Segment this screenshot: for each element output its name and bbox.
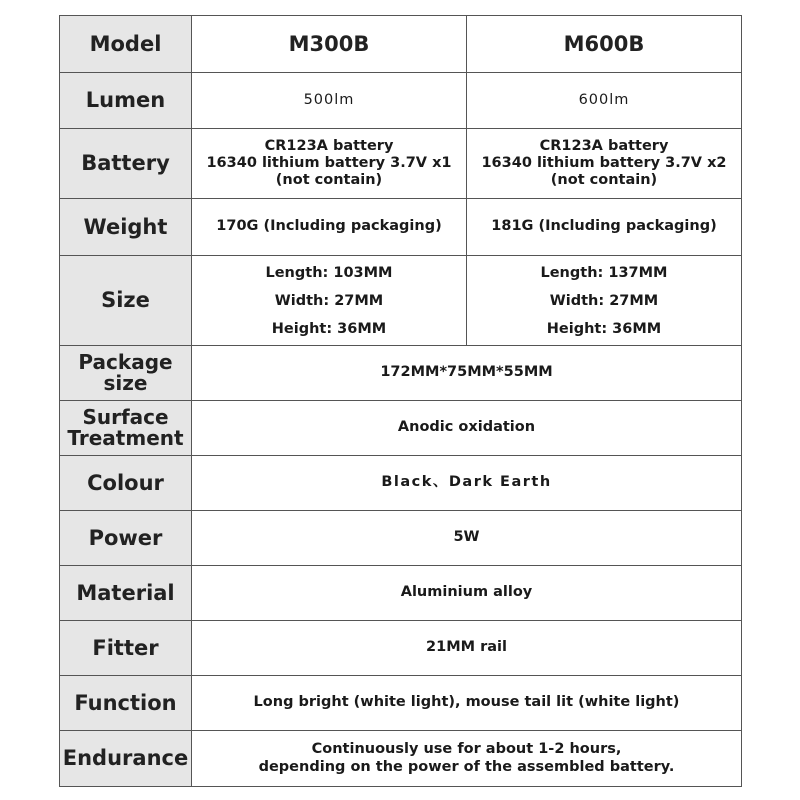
battery-m300b (192, 129, 467, 199)
label-weight: Weight (60, 199, 192, 256)
endurance-line2: depending on the power of the assembled battery. (258, 758, 675, 775)
weight-m600b: 181G (Including packaging) (467, 199, 742, 256)
weight-m300b: 170G (Including packaging) (192, 199, 467, 256)
endurance-value (192, 731, 742, 787)
colour-value: Black、Dark Earth (192, 456, 742, 511)
battery-m600b (467, 129, 742, 199)
row-battery (60, 129, 742, 199)
label-colour: Colour (60, 456, 192, 511)
lumen-m600b: 600lm (467, 73, 742, 129)
label-function: Function (60, 676, 192, 731)
row-colour (60, 456, 742, 511)
battery-m300b-line3: (not contain) (275, 172, 383, 189)
row-fitter (60, 621, 742, 676)
label-endurance: Endurance (60, 731, 192, 787)
label-material: Material (60, 566, 192, 621)
label-package-size-line1: Package (78, 350, 173, 374)
package-size-value: 172MM*75MM*55MM (192, 346, 742, 401)
battery-m600b-line2: 16340 lithium battery 3.7V x2 (481, 154, 727, 171)
model-m300b: M300B (192, 16, 467, 73)
size-m300b-length: Length: 103MM (265, 264, 393, 281)
row-model (60, 16, 742, 73)
size-m600b (467, 256, 742, 346)
size-m600b-height: Height: 36MM (546, 320, 662, 337)
row-power (60, 511, 742, 566)
row-lumen (60, 73, 742, 129)
fitter-value: 21MM rail (192, 621, 742, 676)
material-value: Aluminium alloy (192, 566, 742, 621)
battery-m300b-line2: 16340 lithium battery 3.7V x1 (206, 154, 452, 171)
lumen-m300b: 500lm (192, 73, 467, 129)
endurance-line1: Continuously use for about 1-2 hours, (311, 741, 622, 758)
label-surface-treatment (60, 401, 192, 456)
label-surface-line2: Treatment (67, 426, 184, 450)
row-function (60, 676, 742, 731)
model-m600b: M600B (467, 16, 742, 73)
label-package-size (60, 346, 192, 401)
battery-m600b-line3: (not contain) (550, 172, 658, 189)
size-m300b-height: Height: 36MM (271, 320, 387, 337)
label-power: Power (60, 511, 192, 566)
label-package-size-line2: size (103, 371, 148, 395)
label-fitter: Fitter (60, 621, 192, 676)
row-size (60, 256, 742, 346)
label-lumen: Lumen (60, 73, 192, 129)
size-m300b (192, 256, 467, 346)
power-value: 5W (192, 511, 742, 566)
label-surface-line1: Surface (82, 405, 169, 429)
size-m600b-length: Length: 137MM (540, 264, 668, 281)
row-material (60, 566, 742, 621)
row-weight (60, 199, 742, 256)
label-size: Size (60, 256, 192, 346)
battery-m600b-line1: CR123A battery (539, 137, 669, 154)
surface-treatment-value: Anodic oxidation (192, 401, 742, 456)
battery-m300b-line1: CR123A battery (264, 137, 394, 154)
row-endurance (60, 731, 742, 787)
row-surface-treatment (60, 401, 742, 456)
function-value: Long bright (white light), mouse tail lit (white light) (192, 676, 742, 731)
row-package-size (60, 346, 742, 401)
label-model: Model (60, 16, 192, 73)
size-m300b-width: Width: 27MM (274, 292, 384, 309)
size-m600b-width: Width: 27MM (549, 292, 659, 309)
label-battery: Battery (60, 129, 192, 199)
spec-table (59, 15, 742, 787)
